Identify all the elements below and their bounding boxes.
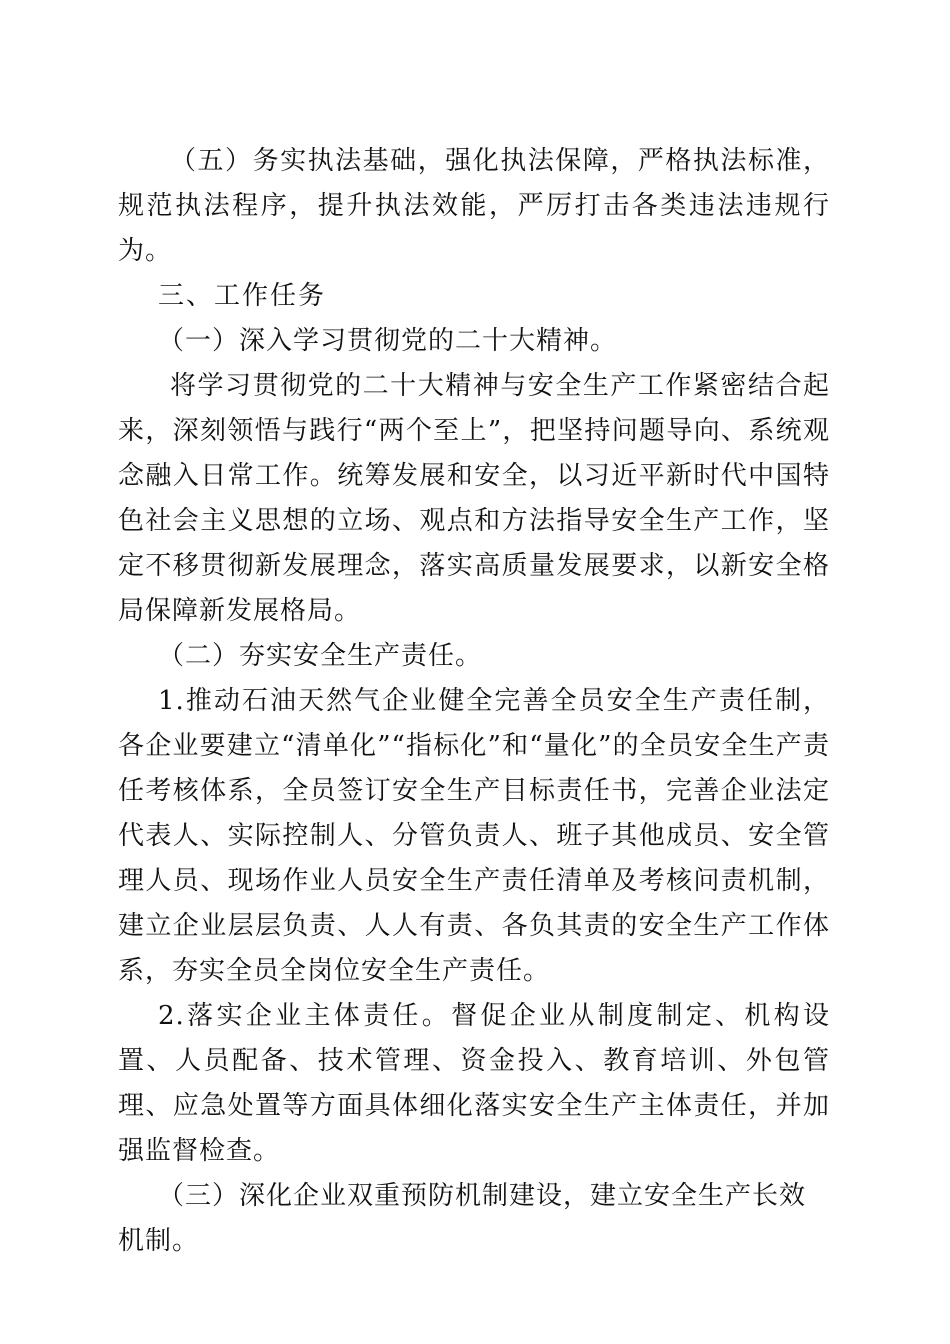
section-heading-work-tasks: 三、工作任务 xyxy=(158,281,327,311)
subheading-study-spirit: （一）深入学习贯彻党的二十大精神。 xyxy=(158,326,618,356)
paragraph-study-spirit: 将学习贯彻党的二十大精神与安全生产工作紧密结合起来，深刻领悟与践行“两个至上”，把坚持问题导向、系统观念融入日常工作。统筹发展和安全，以习近平新时代中国特色社会主义思想的立场、观点和方法指导安全生产工作，坚定不移贯彻新发展理念，落实高质量发展要求，以新安全格局保障新发展格局。 xyxy=(118,371,830,626)
subheading-safety-responsibility: （二）夯实安全生产责任。 xyxy=(158,641,483,671)
paragraph-enforcement: （五）务实执法基础，强化执法保障，严格执法标准，规范执法程序，提升执法效能，严厉打击各类违法违规行为。 xyxy=(118,146,830,266)
paragraph-item-2: 2.落实企业主体责任。督促企业从制度制定、机构设置、人员配备、技术管理、资金投入、教育培训、外包管理、应急处置等方面具体细化落实安全生产主体责任，并加强监督检查。 xyxy=(118,1001,830,1166)
subheading-prevention-mechanism: （三）深化企业双重预防机制建设，建立安全生产长效机制。 xyxy=(118,1181,807,1256)
paragraph-item-1: 1.推动石油天然气企业健全完善全员安全生产责任制，各企业要建立“清单化”“指标化”和“量化”的全员安全生产责任考核体系，全员签订安全生产目标责任书，完善企业法定代表人、实际控制人、分管负责人、班子其他成员、安全管理人员、现场作业人员安全生产责任清单及考核问责机制，建立企业层层负责、人人有责、各负其责的安全生产工作体系，夯实全员全岗位安全生产责任。 xyxy=(118,686,830,986)
document-body xyxy=(118,139,830,1264)
